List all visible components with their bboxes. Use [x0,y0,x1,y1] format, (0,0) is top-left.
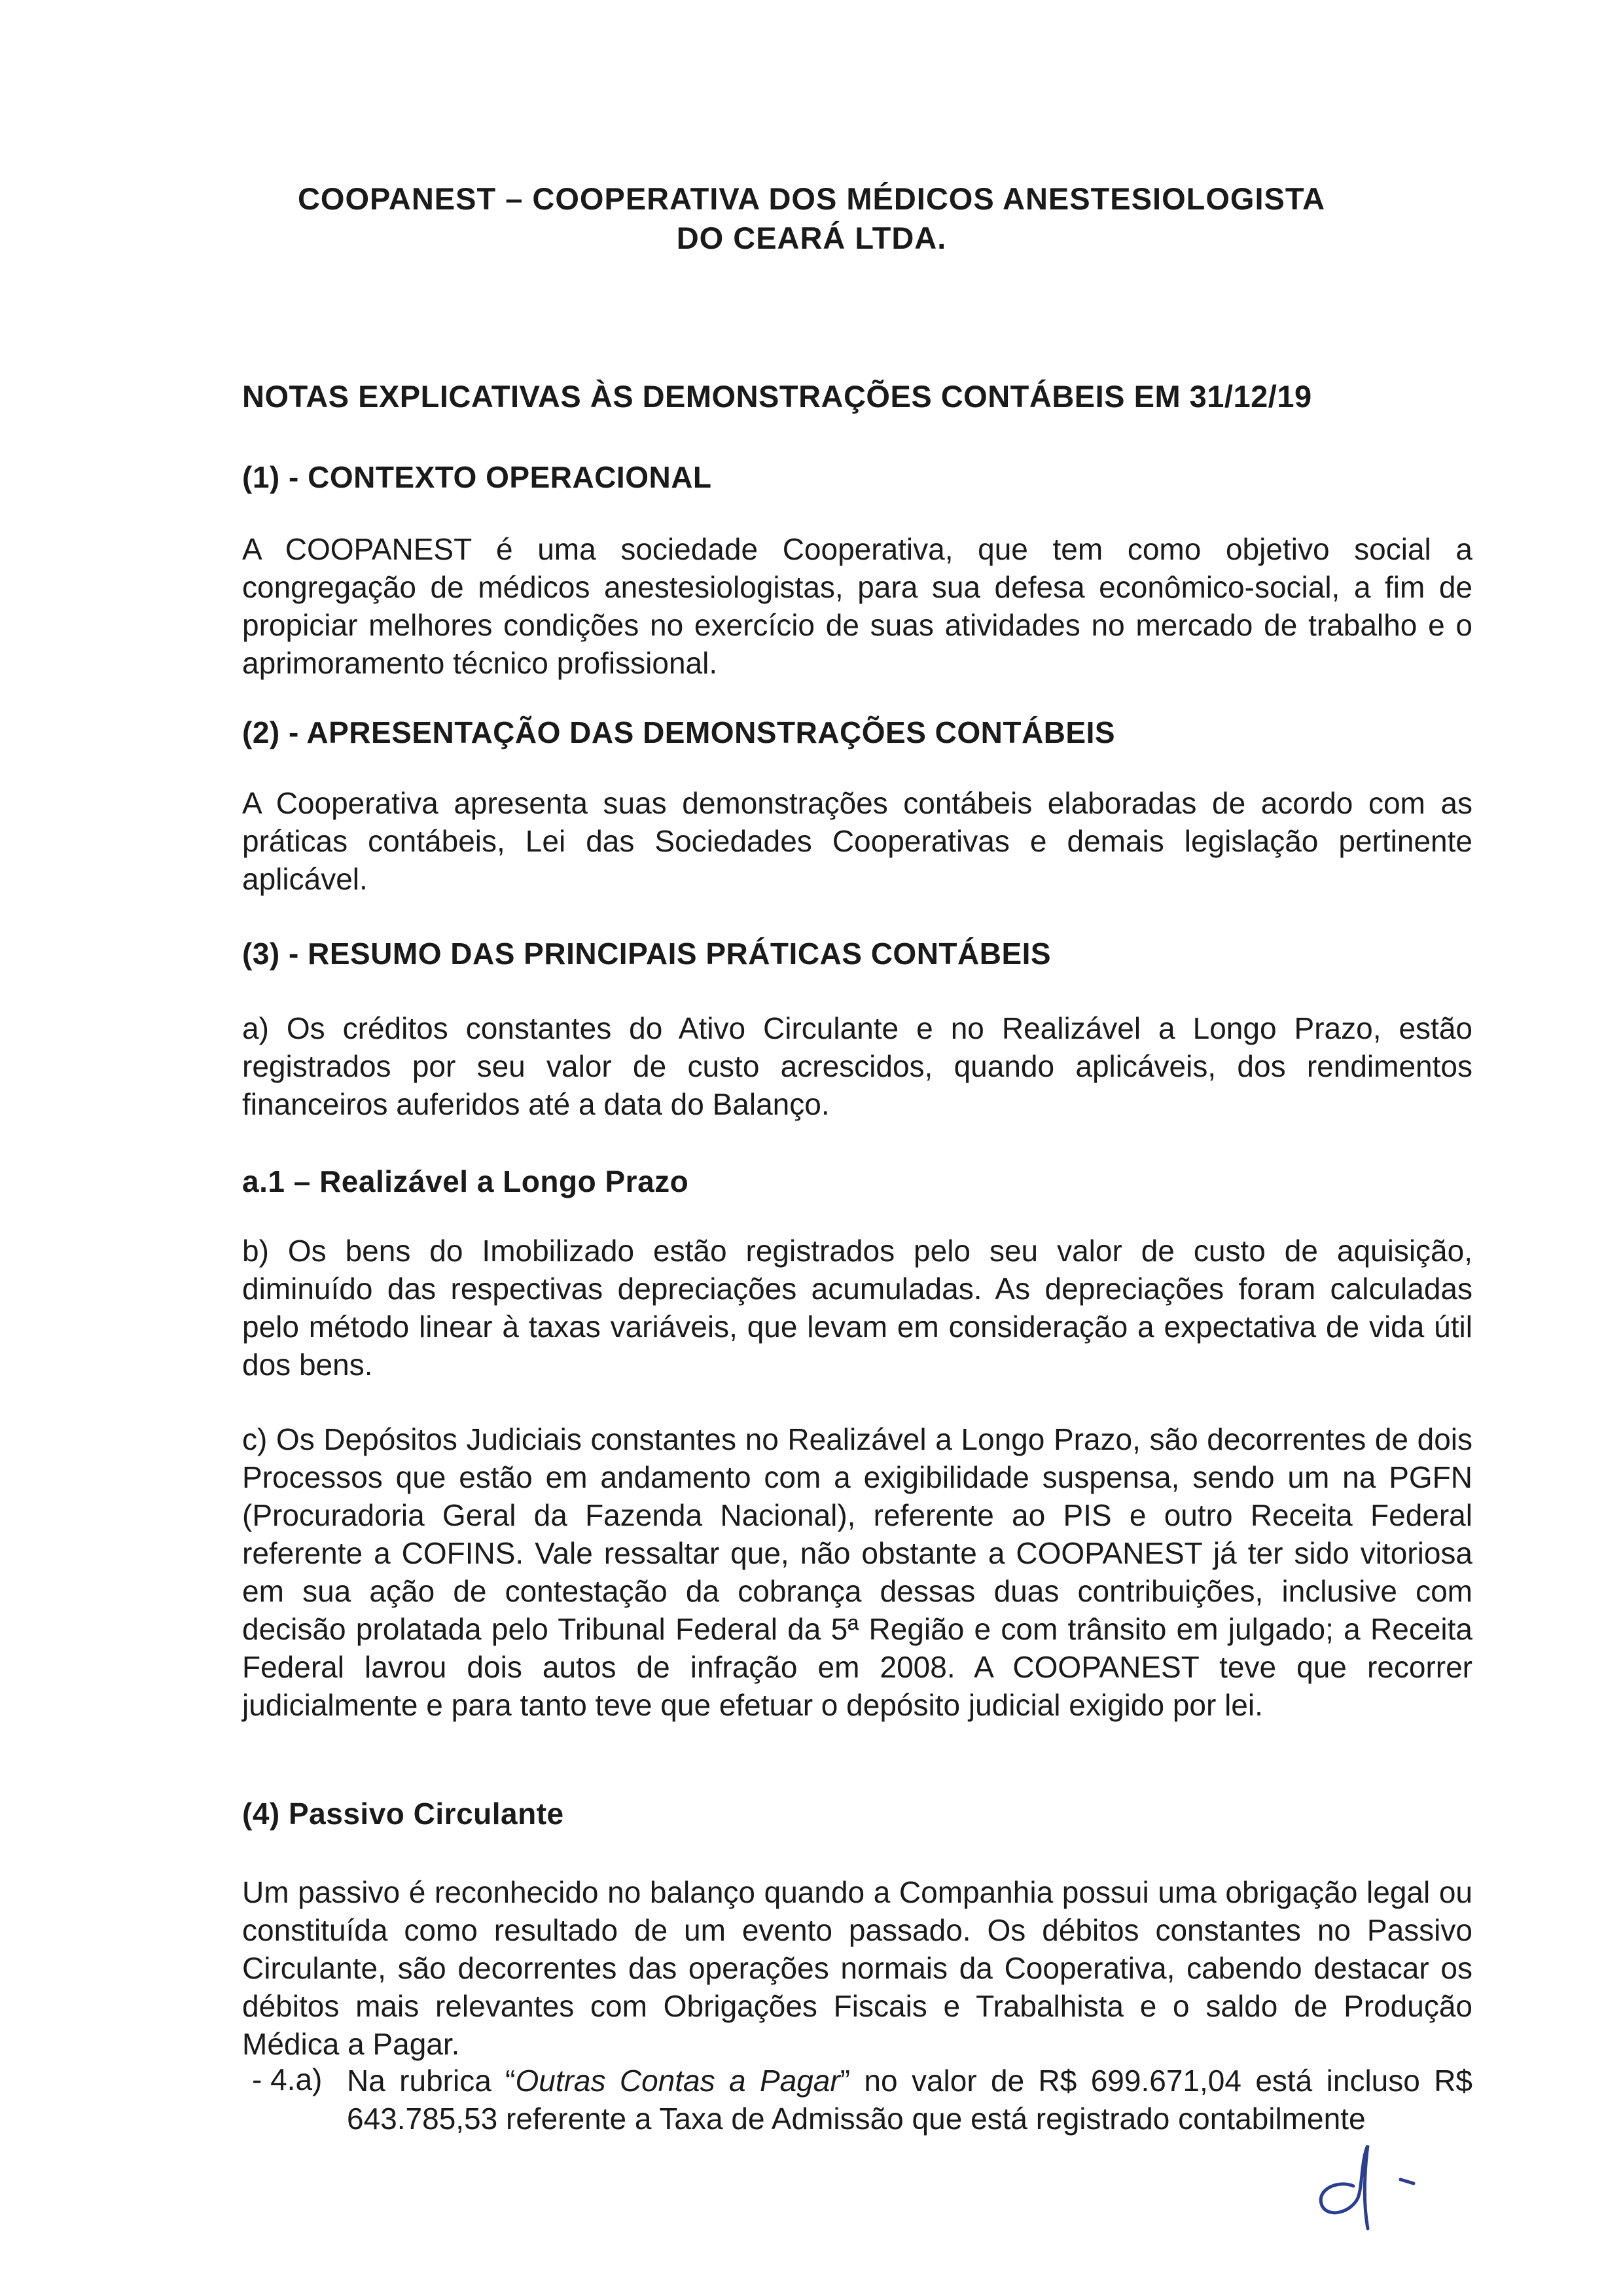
handwritten-initial-signature [1302,2140,1433,2232]
section-3-item-c: c) Os Depósitos Judiciais constantes no Realizável a Longo Prazo, são decorrentes de dois Processos que estão em andamento com a exigibilidade suspensa, sendo um na PGFN (Procuradoria Geral da Fazenda Nacional), referente ao PIS e outro Receita Federal referente a COFINS. Vale ressaltar que, não obstante a COOPANEST já ter sido vitoriosa em sua ação de contestação da cobrança dessas duas contribuições, inclusive com decisão prolatada pelo Tribunal Federal da 5ª Região e com trânsito em julgado; a Receita Federal lavrou dois autos de infração em 2008. A COOPANEST teve que recorrer judicialmente e para tanto teve que efetuar o depósito judicial exigido por lei. [242,1422,1472,1722]
company-name-line1: COOPANEST – COOPERATIVA DOS MÉDICOS ANESTESIOLOGISTA [297,181,1326,216]
section-3-item-a: a) Os créditos constantes do Ativo Circulante e no Realizável a Longo Prazo, estão registrados por seu valor de custo acrescidos, quando aplicáveis, dos rendimentos financeiros auferidos até a data do Balanço. [242,1011,1472,1121]
company-name-line2: DO CEARÁ LTDA. [676,221,947,255]
section-3-heading: (3) - RESUMO DAS PRINCIPAIS PRÁTICAS CONTÁBEIS [242,937,1052,971]
section-1-text: A COOPANEST é uma sociedade Cooperativa, que tem como objetivo social a congregação de médicos anestesiologistas, para sua defesa econômico-social, a fim de propiciar melhores condições no exercício de suas atividades no mercado de trabalho e o aprimoramento técnico profissional. [242,532,1472,680]
item-a-text-before: Na rubrica “ [347,2064,516,2098]
section-2-heading: (2) - APRESENTAÇÃO DAS DEMONSTRAÇÕES CONTÁBEIS [242,715,1116,749]
section-4-heading: (4) Passivo Circulante [242,1797,564,1831]
item-a-text-italic: Outras Contas a Pagar [515,2064,840,2098]
section-3-subheading-a1: a.1 – Realizável a Longo Prazo [242,1164,689,1198]
section-3-item-b: b) Os bens do Imobilizado estão registrados pelo seu valor de custo de aquisição, diminuído das respectivas depreciações acumuladas. As depreciações foram calculadas pelo método linear à taxas variáveis, que levam em consideração a expectativa de vida útil dos bens. [242,1234,1472,1382]
section-4-item-a-prefix: - 4.a) [252,2062,323,2096]
section-2-text: A Cooperativa apresenta suas demonstrações contábeis elaboradas de acordo com as práticas contábeis, Lei das Sociedades Cooperativas e demais legislação pertinente aplicável. [242,786,1472,896]
item-a-text-after: ” no valor de R$ 699.671,04 está incluso R$ 643.785,53 referente a Taxa de Admissão que está registrado contabilmente [347,2064,1473,2136]
section-4-text: Um passivo é reconhecido no balanço quando a Companhia possui uma obrigação legal ou constituída como resultado de um evento passado. Os débitos constantes no Passivo Circulante, são decorrentes das operações normais da Cooperativa, cabendo destacar os débitos mais relevantes com Obrigações Fiscais e Trabalhista e o saldo de Produção Médica a Pagar. [242,1875,1472,2061]
section-4-item-a-text [347,2062,1472,2138]
section-1-heading: (1) - CONTEXTO OPERACIONAL [242,460,712,494]
document-title: NOTAS EXPLICATIVAS ÀS DEMONSTRAÇÕES CONTÁBEIS EM 31/12/19 [242,379,1312,414]
